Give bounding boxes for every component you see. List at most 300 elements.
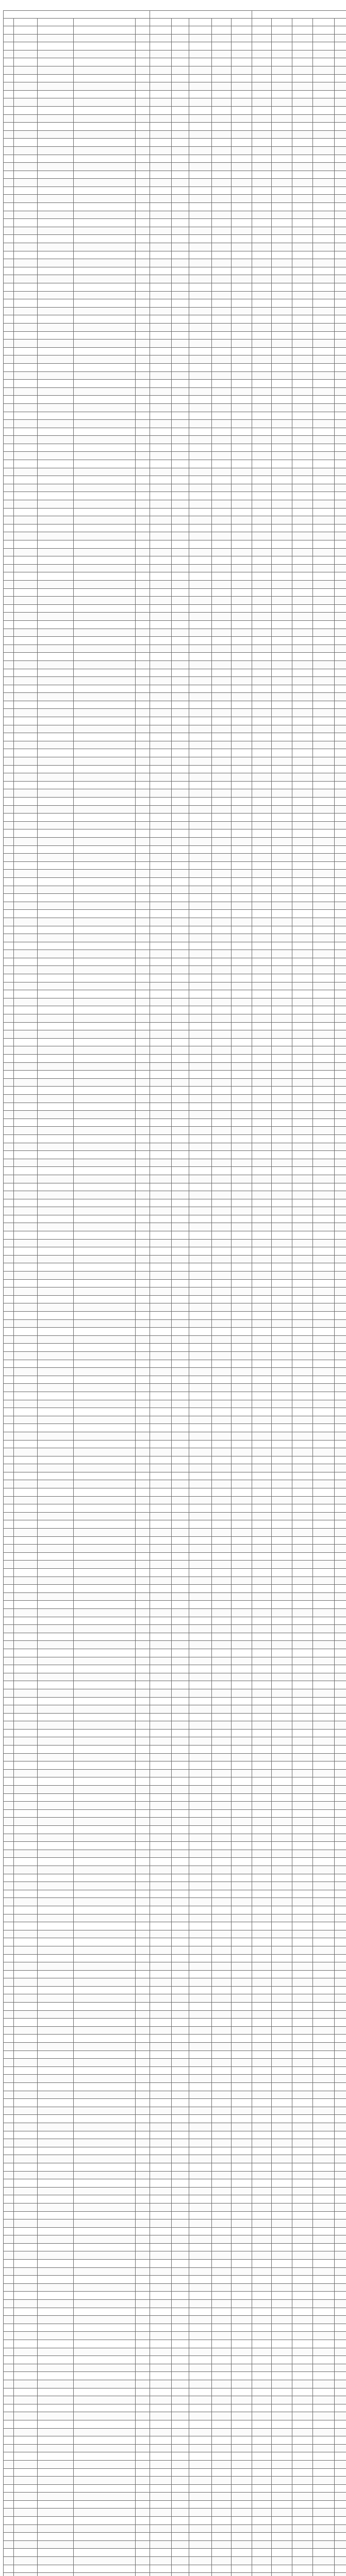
table-cell xyxy=(292,2308,313,2316)
table-cell xyxy=(14,2179,38,2188)
table-cell xyxy=(212,315,232,324)
table-cell xyxy=(272,1183,292,1191)
table-cell xyxy=(14,403,38,412)
table-cell xyxy=(14,821,38,829)
table-cell xyxy=(38,1335,74,1344)
table-cell xyxy=(14,701,38,709)
table-cell xyxy=(292,2372,313,2380)
table-cell xyxy=(150,2235,172,2244)
table-cell xyxy=(172,1850,189,1858)
table-cell xyxy=(313,854,335,862)
table-cell xyxy=(272,1882,292,1890)
table-cell xyxy=(292,139,313,147)
table-cell xyxy=(4,2203,14,2211)
table-row xyxy=(4,2155,346,2163)
table-cell xyxy=(136,2147,150,2155)
table-row xyxy=(4,1520,346,1529)
table-cell xyxy=(150,998,172,1006)
table-cell xyxy=(38,2316,74,2324)
table-cell xyxy=(252,1223,272,1231)
table-cell xyxy=(38,2195,74,2204)
table-cell xyxy=(74,1134,136,1143)
table-cell xyxy=(272,2340,292,2348)
table-cell xyxy=(189,66,212,74)
table-cell xyxy=(212,757,232,766)
table-cell xyxy=(335,798,346,806)
table-cell xyxy=(172,1512,189,1520)
table-cell xyxy=(232,468,252,476)
table-cell xyxy=(38,588,74,597)
table-cell xyxy=(189,1143,212,1151)
table-cell xyxy=(292,114,313,123)
table-cell xyxy=(232,1577,252,1585)
table-cell xyxy=(172,580,189,588)
table-cell xyxy=(14,203,38,211)
table-cell xyxy=(4,2460,14,2468)
table-cell xyxy=(335,1295,346,1303)
table-cell xyxy=(172,798,189,806)
table-row xyxy=(4,1263,346,1272)
table-cell xyxy=(150,171,172,179)
table-cell xyxy=(272,1464,292,1472)
table-cell xyxy=(4,1512,14,1520)
table-cell xyxy=(189,1432,212,1440)
table-cell xyxy=(335,235,346,243)
table-cell xyxy=(4,380,14,388)
table-cell xyxy=(272,2171,292,2179)
table-cell xyxy=(313,1745,335,1754)
table-cell xyxy=(172,861,189,870)
table-cell xyxy=(335,508,346,516)
table-cell xyxy=(150,155,172,163)
table-cell xyxy=(136,2517,150,2525)
table-cell xyxy=(172,1055,189,1063)
table-cell xyxy=(4,50,14,58)
table-cell xyxy=(172,524,189,532)
table-cell xyxy=(212,1287,232,1296)
table-cell xyxy=(252,1319,272,1328)
table-cell xyxy=(272,958,292,966)
table-cell xyxy=(4,2003,14,2011)
table-cell xyxy=(136,371,150,380)
table-cell xyxy=(335,1890,346,1898)
table-cell xyxy=(212,1954,232,1962)
table-cell xyxy=(335,2267,346,2276)
table-cell xyxy=(252,267,272,275)
table-cell xyxy=(252,2091,272,2099)
table-cell xyxy=(313,171,335,179)
table-cell xyxy=(172,2227,189,2235)
table-cell xyxy=(313,1038,335,1046)
table-cell xyxy=(136,1608,150,1617)
table-cell xyxy=(232,2436,252,2445)
table-cell xyxy=(212,2155,232,2163)
table-cell xyxy=(252,894,272,902)
table-cell xyxy=(136,1818,150,1826)
table-cell xyxy=(172,540,189,549)
table-cell xyxy=(212,1351,232,1360)
table-cell xyxy=(136,2010,150,2019)
table-cell xyxy=(189,211,212,219)
table-cell xyxy=(74,2517,136,2525)
table-cell xyxy=(14,966,38,974)
table-cell xyxy=(172,629,189,637)
table-cell xyxy=(212,2420,232,2428)
table-cell xyxy=(150,1970,172,1978)
table-cell xyxy=(74,1697,136,1705)
table-cell xyxy=(150,1890,172,1898)
table-cell xyxy=(212,34,232,42)
table-cell xyxy=(74,187,136,195)
table-cell xyxy=(252,1592,272,1601)
table-cell xyxy=(38,1617,74,1625)
table-cell xyxy=(136,1504,150,1513)
table-cell xyxy=(4,1850,14,1858)
table-cell xyxy=(212,259,232,267)
table-cell xyxy=(14,1376,38,1384)
table-cell xyxy=(272,1834,292,1842)
table-row xyxy=(4,1585,346,1593)
table-cell xyxy=(232,2276,252,2284)
table-cell xyxy=(292,1978,313,1987)
table-cell xyxy=(172,918,189,926)
table-cell xyxy=(212,1062,232,1071)
table-cell xyxy=(292,235,313,243)
table-cell xyxy=(232,669,252,677)
table-cell xyxy=(4,82,14,91)
table-cell xyxy=(335,396,346,404)
table-cell xyxy=(14,1319,38,1328)
table-cell xyxy=(172,2340,189,2348)
table-cell xyxy=(189,709,212,717)
table-cell xyxy=(74,2267,136,2276)
table-cell xyxy=(172,460,189,468)
table-cell xyxy=(292,845,313,854)
table-cell xyxy=(232,1962,252,1971)
table-cell xyxy=(74,982,136,990)
table-cell xyxy=(189,1601,212,1609)
table-cell xyxy=(14,572,38,581)
table-cell xyxy=(38,412,74,420)
table-cell xyxy=(150,380,172,388)
table-cell xyxy=(232,139,252,147)
table-cell xyxy=(272,211,292,219)
table-cell xyxy=(252,2163,272,2171)
table-cell xyxy=(232,1199,252,1207)
table-cell xyxy=(272,950,292,958)
table-cell xyxy=(292,1183,313,1191)
table-cell xyxy=(14,829,38,838)
table-cell xyxy=(74,798,136,806)
table-cell xyxy=(172,2324,189,2332)
table-cell xyxy=(38,1753,74,1761)
table-cell xyxy=(14,1159,38,1167)
table-cell xyxy=(212,1030,232,1039)
table-cell xyxy=(313,749,335,757)
table-row xyxy=(4,1705,346,1714)
table-cell xyxy=(313,340,335,348)
table-cell xyxy=(335,251,346,259)
table-cell xyxy=(335,1087,346,1095)
table-cell xyxy=(252,910,272,918)
table-cell xyxy=(14,1504,38,1513)
table-cell xyxy=(38,572,74,581)
table-cell xyxy=(272,1665,292,1673)
table-cell xyxy=(150,2187,172,2195)
table-cell xyxy=(74,2388,136,2396)
table-cell xyxy=(4,821,14,829)
table-cell xyxy=(313,821,335,829)
table-cell xyxy=(74,717,136,725)
table-cell xyxy=(74,1761,136,1770)
table-cell xyxy=(172,1882,189,1890)
table-cell xyxy=(252,1279,272,1287)
table-row xyxy=(4,1858,346,1866)
table-cell xyxy=(272,1962,292,1971)
table-cell xyxy=(292,1802,313,1810)
table-cell xyxy=(272,877,292,886)
table-cell xyxy=(136,476,150,484)
table-cell xyxy=(14,2460,38,2468)
table-cell xyxy=(272,773,292,782)
table-cell xyxy=(232,1842,252,1850)
table-cell xyxy=(38,1761,74,1770)
table-cell xyxy=(172,195,189,203)
table-cell xyxy=(272,508,292,516)
table-cell xyxy=(272,1681,292,1689)
table-cell xyxy=(136,998,150,1006)
table-cell xyxy=(252,2484,272,2493)
table-cell xyxy=(189,2059,212,2067)
table-cell xyxy=(189,1255,212,1263)
table-cell xyxy=(212,2484,232,2493)
table-cell xyxy=(38,685,74,693)
table-cell xyxy=(212,1416,232,1424)
table-cell xyxy=(212,2388,232,2396)
table-cell xyxy=(150,1994,172,2003)
table-row xyxy=(4,974,346,982)
table-cell xyxy=(272,2203,292,2211)
table-row xyxy=(4,1569,346,1577)
table-cell xyxy=(313,653,335,661)
table-cell xyxy=(232,146,252,155)
table-cell xyxy=(38,1874,74,1882)
table-row xyxy=(4,412,346,420)
table-cell xyxy=(232,1834,252,1842)
table-row xyxy=(4,1223,346,1231)
table-cell xyxy=(38,1183,74,1191)
table-cell xyxy=(313,1151,335,1159)
table-cell xyxy=(252,2316,272,2324)
table-cell xyxy=(172,2468,189,2477)
table-cell xyxy=(292,1319,313,1328)
table-cell xyxy=(136,1207,150,1215)
table-cell xyxy=(172,2260,189,2268)
table-cell xyxy=(14,773,38,782)
table-cell xyxy=(74,548,136,556)
table-cell xyxy=(38,396,74,404)
table-cell xyxy=(38,34,74,42)
table-cell xyxy=(172,1127,189,1135)
table-cell xyxy=(335,1247,346,1256)
table-cell xyxy=(232,1151,252,1159)
table-cell xyxy=(74,1689,136,1697)
table-cell xyxy=(14,1087,38,1095)
table-cell xyxy=(292,1022,313,1030)
table-cell xyxy=(272,733,292,741)
table-cell xyxy=(4,1046,14,1055)
table-cell xyxy=(14,211,38,219)
table-cell xyxy=(150,42,172,50)
table-cell xyxy=(38,1569,74,1577)
table-cell xyxy=(74,564,136,572)
table-cell xyxy=(150,428,172,436)
table-cell xyxy=(172,1480,189,1488)
table-cell xyxy=(74,1665,136,1673)
table-cell xyxy=(272,1536,292,1545)
table-cell xyxy=(335,1111,346,1119)
table-cell xyxy=(272,1223,292,1231)
table-cell xyxy=(272,580,292,588)
table-cell xyxy=(14,1215,38,1223)
table-cell xyxy=(14,235,38,243)
table-cell xyxy=(74,2428,136,2436)
table-row xyxy=(4,805,346,814)
table-cell xyxy=(313,347,335,355)
table-cell xyxy=(292,1030,313,1039)
table-cell xyxy=(38,814,74,822)
table-cell xyxy=(172,2412,189,2420)
table-cell xyxy=(14,1842,38,1850)
table-cell xyxy=(335,1898,346,1906)
table-cell xyxy=(252,877,272,886)
table-cell xyxy=(212,1231,232,1240)
table-cell xyxy=(189,1922,212,1930)
table-cell xyxy=(14,275,38,283)
table-cell xyxy=(4,1946,14,1954)
table-cell xyxy=(150,1046,172,1055)
table-cell xyxy=(272,1272,292,1280)
table-cell xyxy=(272,2324,292,2332)
table-cell xyxy=(313,2316,335,2324)
table-cell xyxy=(212,2283,232,2292)
table-row xyxy=(4,677,346,685)
table-cell xyxy=(150,861,172,870)
table-cell xyxy=(136,2452,150,2461)
table-cell xyxy=(313,2332,335,2340)
table-cell xyxy=(232,179,252,187)
table-cell xyxy=(252,203,272,211)
table-cell xyxy=(292,1360,313,1368)
table-cell xyxy=(136,629,150,637)
table-cell xyxy=(150,2283,172,2292)
table-cell xyxy=(4,1335,14,1344)
table-cell xyxy=(313,1255,335,1263)
table-row xyxy=(4,90,346,98)
table-cell xyxy=(232,1569,252,1577)
table-cell xyxy=(74,1263,136,1272)
table-cell xyxy=(136,645,150,653)
table-cell xyxy=(74,2019,136,2027)
table-cell xyxy=(14,1231,38,1240)
table-cell xyxy=(232,1078,252,1087)
table-cell xyxy=(335,1432,346,1440)
table-cell xyxy=(74,1207,136,1215)
table-cell xyxy=(189,1263,212,1272)
table-cell xyxy=(38,1512,74,1520)
table-cell xyxy=(4,540,14,549)
table-cell xyxy=(74,1641,136,1649)
table-row xyxy=(4,34,346,42)
table-cell xyxy=(189,701,212,709)
table-cell xyxy=(74,2075,136,2083)
table-cell xyxy=(313,2500,335,2509)
table-cell xyxy=(212,918,232,926)
table-cell xyxy=(172,1062,189,1071)
table-cell xyxy=(172,1898,189,1906)
table-cell xyxy=(189,2364,212,2372)
table-cell xyxy=(4,1432,14,1440)
table-cell xyxy=(14,1022,38,1030)
table-cell xyxy=(232,251,252,259)
table-cell xyxy=(189,1826,212,1834)
table-cell xyxy=(292,1705,313,1714)
table-cell xyxy=(313,685,335,693)
table-cell xyxy=(313,251,335,259)
table-cell xyxy=(335,2139,346,2147)
table-cell xyxy=(252,58,272,66)
table-row xyxy=(4,323,346,331)
table-row xyxy=(4,1761,346,1770)
table-cell xyxy=(272,2500,292,2509)
table-cell xyxy=(252,195,272,203)
table-cell xyxy=(252,1818,272,1826)
table-cell xyxy=(232,2107,252,2115)
table-row xyxy=(4,2035,346,2043)
table-cell xyxy=(252,1134,272,1143)
table-cell xyxy=(74,428,136,436)
table-cell xyxy=(172,1681,189,1689)
table-cell xyxy=(172,1440,189,1448)
table-cell xyxy=(292,2283,313,2292)
table-cell xyxy=(150,1351,172,1360)
table-cell xyxy=(136,1793,150,1802)
table-cell xyxy=(335,1866,346,1874)
table-cell xyxy=(335,733,346,741)
table-cell xyxy=(292,1665,313,1673)
table-cell xyxy=(14,251,38,259)
table-cell xyxy=(14,428,38,436)
table-cell xyxy=(272,2283,292,2292)
table-cell xyxy=(212,2372,232,2380)
table-cell xyxy=(38,1592,74,1601)
table-cell xyxy=(252,1850,272,1858)
table-cell xyxy=(150,1303,172,1312)
table-cell xyxy=(252,926,272,934)
table-row xyxy=(4,2404,346,2412)
table-cell xyxy=(4,2412,14,2420)
table-cell xyxy=(150,1938,172,1946)
table-cell xyxy=(14,1529,38,1537)
table-cell xyxy=(272,540,292,549)
header-group-left xyxy=(4,11,150,19)
table-cell xyxy=(335,1078,346,1087)
table-cell xyxy=(136,1344,150,1352)
table-cell xyxy=(38,355,74,364)
table-cell xyxy=(335,1143,346,1151)
table-cell xyxy=(313,2412,335,2420)
table-cell xyxy=(272,516,292,524)
